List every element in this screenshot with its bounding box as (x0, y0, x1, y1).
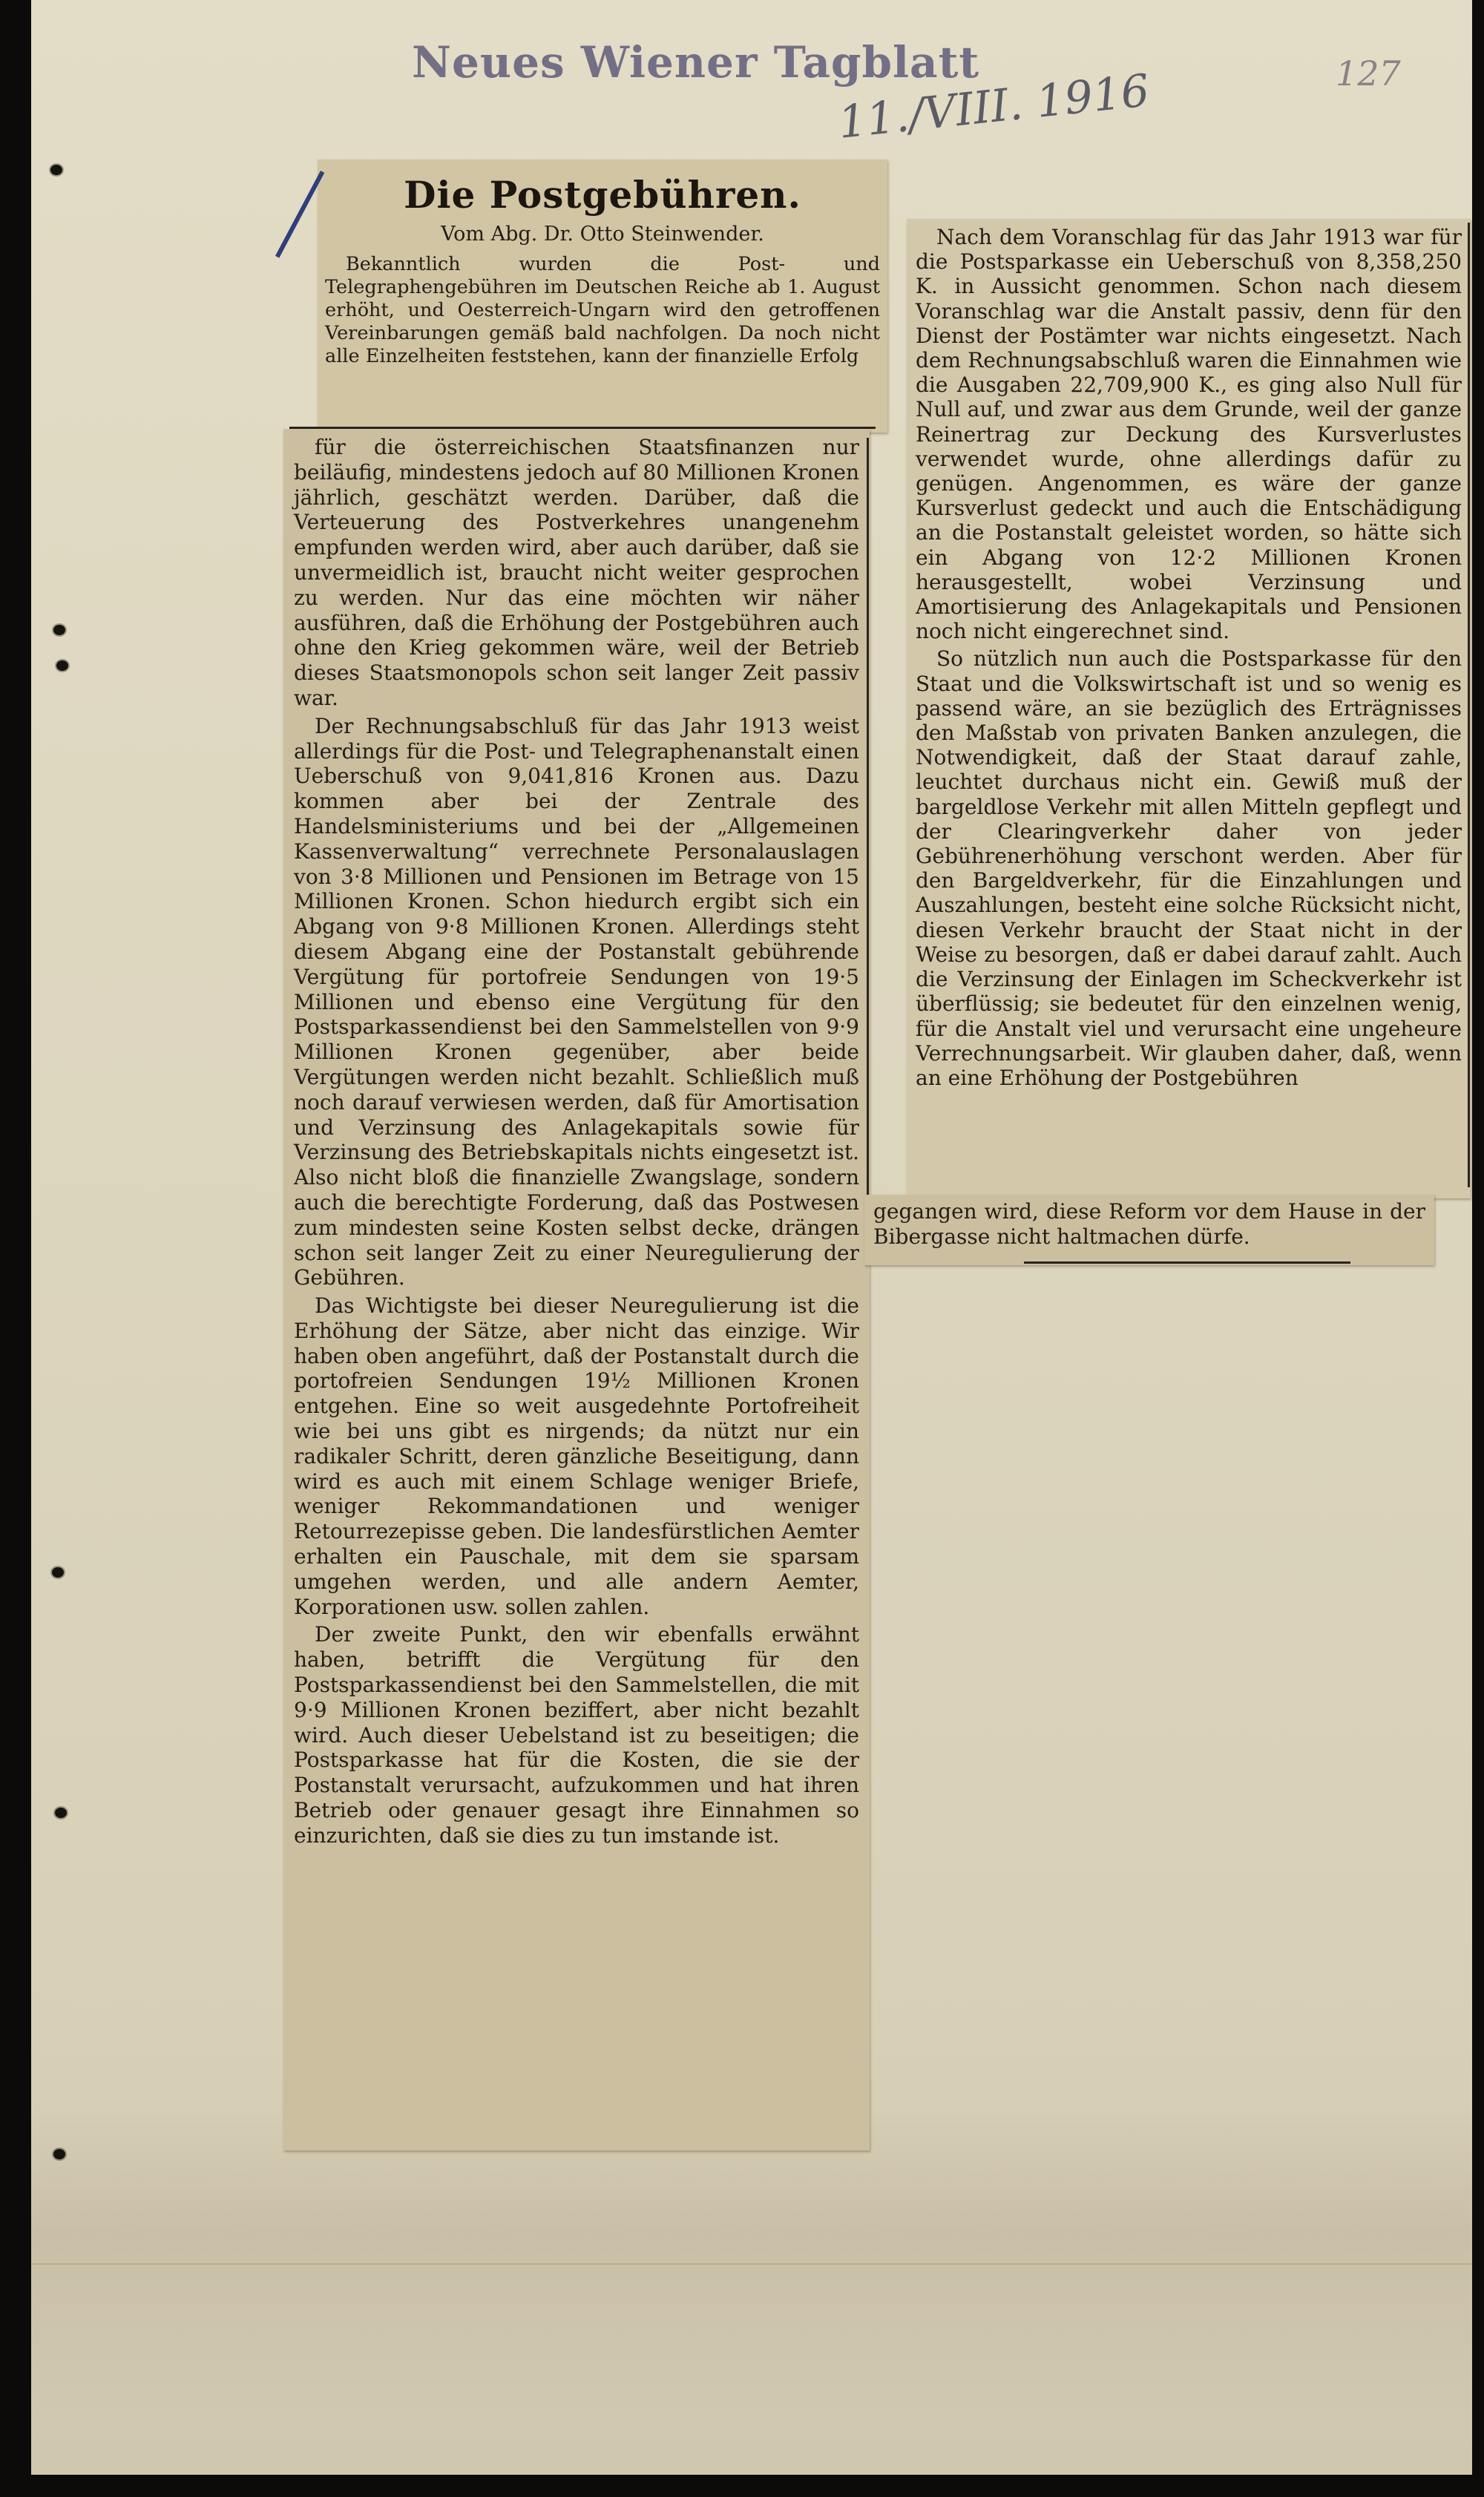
right-column-clipping (907, 219, 1471, 1198)
paragraph: Nach dem Voranschlag für das Jahr 1913 war für die Postsparkasse ein Ueberschuß von 8,358,250 K. in Aussicht genommen. Schon nach diesem Voranschlag war die Anstalt passiv, denn für den Dienst der Postämter war nichts eingesetzt. Nach dem Rechnungsabschluß waren die Einnahmen wie die Ausgaben 22,709,900 K., es ging also Null für Null auf, und zwar aus dem Grunde, weil der ganze Reinertrag zur Deckung des Kursverlustes verwendet wurde, ohne allerdings dafür zu genügen. Angenommen, es wäre der ganze Kursverlust gedeckt und auch die Entschädigung an die Postanstalt geleistet worden, so hätte sich ein Abgang von 12·2 Millionen Kronen herausgestellt, wobei Verzinsung und Amortisierung des Anlagekapitals und Pensionen noch nicht eingerechnet sind. (916, 225, 1462, 644)
paragraph: So nützlich nun auch die Postsparkasse für den Staat und die Volkswirtschaft ist und so wenig es passend wäre, an sie bezüglich des Erträgnisses den Maßstab von privaten Banken anzulegen, die Notwendigkeit, daß der Staat darauf zahle, leuchtet durchaus nicht ein. Gewiß muß der bargeldlose Verkehr mit allen Mitteln gepflegt und der Clearingverkehr daher von jeder Gebührenerhöhung verschont werden. Aber für den Bargeldverkehr, für die Einzahlungen und Auszahlungen, besteht eine solche Rücksicht nicht, diesen Verkehr braucht der Staat nicht in der Weise zu besorgen, daß er dabei darauf zahlt. Auch die Verzinsung der Einlagen im Scheckverkehr ist überflüssig; sie bedeutet für den einzelnen wenig, für die Anstalt viel und verursacht eine ungeheure Verrechnungsarbeit. Wir glauben daher, daß, wenn an eine Erhöhung der Postgebühren (916, 646, 1462, 1090)
handwritten-date: 11./VIII. 1916 (835, 65, 1152, 149)
column-rule (867, 438, 869, 1254)
binding-hole (56, 660, 68, 671)
right-column-end-clipping (864, 1195, 1434, 1265)
page-number: 127 (1336, 53, 1401, 93)
paragraph: für die österreichischen Staatsfinanzen nur beiläufig, mindestens jedoch auf 80 Millionen Kronen jährlich, geschätzt werden. Darüber, daß die Verteuerung des Postverkehres unangenehm empfunden werden wird, aber auch darüber, daß sie unvermeidlich ist, braucht nicht weiter gesprochen zu werden. Nur das eine möchten wir näher ausführen, daß die Erhöhung der Postgebühren auch ohne den Krieg gekommen wäre, weil der Betrieb dieses Staatsmonopols schon seit langer Zeit passiv war. (294, 435, 859, 710)
fold-line (31, 2263, 1472, 2265)
paragraph: gegangen wird, diese Reform vor dem Hause in der Bibergasse nicht haltmachen dürfe. (873, 1199, 1425, 1249)
left-column-clipping (283, 429, 870, 2150)
end-rule (1024, 1261, 1350, 1264)
article-intro: Bekanntlich wurden die Post- und Telegraphengebühren im Deutschen Reiche ab 1. August erhöht, und Oesterreich-Ungarn wird den getroffenen Vereinbarungen gemäß bald nachfolgen. Da noch nicht alle Einzelheiten feststehen, kann der finanzielle Erfolg (325, 253, 880, 367)
paragraph: Das Wichtigste bei dieser Neuregulierung ist die Erhöhung der Sätze, aber nicht das einzige. Wir haben oben angeführt, daß der Postanstalt durch die portofreien Sendungen 19½ Millionen Kronen entgehen. Eine so weit ausgedehnte Portofreiheit wie bei uns gibt es nirgends; da nützt nur ein radikaler Schritt, deren gänzliche Beseitigung, dann wird es auch mit einem Schlage weniger Briefe, weniger Rekommandationen und weniger Retourrezepisse geben. Die landesfürstlichen Aemter erhalten ein Pauschale, mit dem sie sparsam umgehen werden, und alle andern Aemter, Korporationen usw. sollen zahlen. (294, 1293, 859, 1619)
paragraph: Der zweite Punkt, den wir ebenfalls erwähnt haben, betrifft die Vergütung für den Postsparkassendienst bei den Sammelstellen, die mit 9·9 Millionen Kronen beziffert, aber nicht bezahlt wird. Auch dieser Uebelstand ist zu beseitigen; die Postsparkasse hat für die Kosten, die sie der Postanstalt verursacht, aufzukommen und hat ihren Betrieb oder genauer gesagt ihre Einnahmen so einzurichten, daß sie dies zu tun imstande ist. (294, 1622, 859, 1848)
binding-hole (55, 1808, 67, 1818)
binding-hole (53, 2149, 65, 2159)
binding-hole (50, 165, 62, 175)
article-byline: Vom Abg. Dr. Otto Steinwender. (441, 223, 764, 246)
article-title: Die Postgebühren. (404, 173, 801, 217)
column-rule (289, 427, 876, 429)
article-header-clipping (318, 160, 887, 433)
binding-hole (52, 1567, 64, 1578)
newspaper-stamp: Neues Wiener Tagblatt (412, 37, 980, 88)
binding-hole (53, 625, 65, 635)
paragraph: Der Rechnungsabschluß für das Jahr 1913 weist allerdings für die Post- und Telegraphenanstalt einen Ueberschuß von 9,041,816 Kronen aus. Dazu kommen aber bei der Zentrale des Handelsministeriums und bei der „Allgemeinen Kassenverwaltung“ verrechnete Personalauslagen von 3·8 Millionen und Pensionen im Betrage von 15 Millionen Kronen. Schon hiedurch ergibt sich ein Abgang von 9·8 Millionen Kronen. Allerdings steht diesem Abgang eine der Postanstalt gebührende Vergütung für portofreie Sendungen von 19·5 Millionen und ebenso eine Vergütung für den Postsparkassendienst bei den Sammelstellen von 9·9 Millionen Kronen gegenüber, aber beide Vergütungen werden nicht bezahlt. Schließlich muß noch darauf verwiesen werden, daß für Amortisation und Verzinsung des Anlagekapitals sowie für Verzinsung des Betriebskapitals nichts eingesetzt ist. Also nicht bloß die finanzielle Zwangslage, sondern auch die berechtigte Forderung, daß das Postwesen zum mindesten seine Kosten selbst decke, drängen schon seit langer Zeit zu einer Neuregulierung der Gebühren. (294, 713, 859, 1290)
column-rule (1468, 223, 1470, 1187)
